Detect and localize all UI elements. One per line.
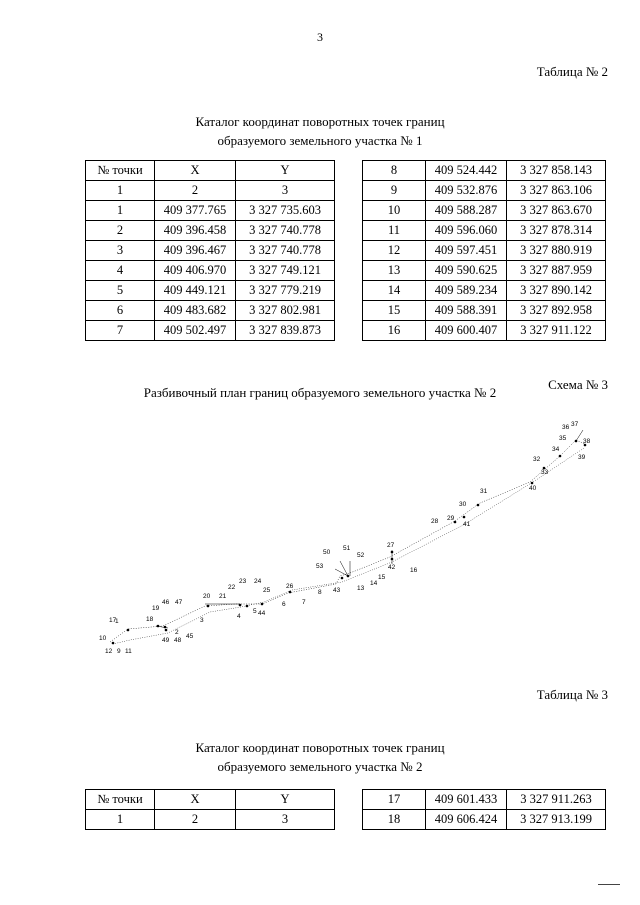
table-cell: 409 396.467 bbox=[155, 241, 236, 261]
table-cell: 3 327 749.121 bbox=[236, 261, 335, 281]
table-2-title-line2: образуемого земельного участка № 1 bbox=[217, 133, 423, 148]
point-label-17: 17 bbox=[109, 617, 117, 624]
boundary-point-marker bbox=[391, 558, 394, 561]
point-label-37: 37 bbox=[571, 421, 579, 428]
table-index-row bbox=[86, 810, 335, 830]
boundary-point-marker bbox=[165, 629, 168, 632]
table-row bbox=[363, 181, 606, 201]
table-2-left bbox=[85, 160, 335, 341]
table-cell: 2 bbox=[155, 810, 236, 830]
table-2-label: Таблица № 2 bbox=[536, 64, 608, 79]
boundary-point-marker bbox=[391, 551, 394, 554]
table-cell: 3 327 863.670 bbox=[507, 201, 606, 221]
table-cell: 3 327 911.263 bbox=[507, 790, 606, 810]
point-label-43: 43 bbox=[333, 587, 341, 594]
table-cell: 3 bbox=[236, 181, 335, 201]
table-cell: 14 bbox=[363, 281, 426, 301]
table-cell: 3 327 880.919 bbox=[507, 241, 606, 261]
table-header-row bbox=[86, 790, 335, 810]
table-cell: 6 bbox=[86, 301, 155, 321]
point-label-22: 22 bbox=[228, 584, 236, 591]
table-row bbox=[363, 241, 606, 261]
table-cell: 409 396.458 bbox=[155, 221, 236, 241]
table-cell: 3 327 839.873 bbox=[236, 321, 335, 341]
table-3-left bbox=[85, 789, 335, 830]
point-label-16: 16 bbox=[410, 567, 418, 574]
table-row bbox=[86, 241, 335, 261]
table-cell: 3 327 913.199 bbox=[507, 810, 606, 830]
table-row bbox=[363, 790, 606, 810]
page-corner-mark bbox=[598, 884, 620, 885]
point-label-20: 20 bbox=[203, 593, 211, 600]
header-y: Y bbox=[236, 161, 335, 181]
page-number: 3 bbox=[317, 30, 323, 44]
table-cell: 409 524.442 bbox=[426, 161, 507, 181]
table-cell: 7 bbox=[86, 321, 155, 341]
table-3-right bbox=[362, 789, 606, 830]
header-y: Y bbox=[236, 790, 335, 810]
table-cell: 9 bbox=[363, 181, 426, 201]
point-label-51: 51 bbox=[343, 545, 351, 552]
point-label-4: 4 bbox=[237, 613, 241, 620]
point-label-2: 2 bbox=[175, 629, 179, 636]
table-cell: 17 bbox=[363, 790, 426, 810]
scheme-3-label: Схема № 3 bbox=[548, 377, 608, 392]
table-cell: 3 bbox=[236, 810, 335, 830]
point-label-39: 39 bbox=[578, 454, 586, 461]
boundary-point-marker bbox=[207, 605, 210, 608]
table-index-row bbox=[86, 181, 335, 201]
table-cell: 1 bbox=[86, 201, 155, 221]
table-cell: 409 590.625 bbox=[426, 261, 507, 281]
table-header-row bbox=[86, 161, 335, 181]
table-cell: 4 bbox=[86, 261, 155, 281]
point-label-32: 32 bbox=[533, 456, 541, 463]
point-label-18: 18 bbox=[146, 616, 154, 623]
table-row bbox=[363, 221, 606, 241]
point-label-6: 6 bbox=[282, 601, 286, 608]
table-cell: 3 327 858.143 bbox=[507, 161, 606, 181]
table-cell: 3 327 735.603 bbox=[236, 201, 335, 221]
boundary-point-marker bbox=[341, 577, 344, 580]
table-cell: 13 bbox=[363, 261, 426, 281]
table-cell: 409 600.407 bbox=[426, 321, 507, 341]
table-2-right bbox=[362, 160, 606, 341]
table-cell: 1 bbox=[86, 810, 155, 830]
point-label-44: 44 bbox=[258, 610, 266, 617]
table-3-label: Таблица № 3 bbox=[536, 687, 608, 702]
header-point-number: № точки bbox=[86, 161, 155, 181]
table-3-title bbox=[0, 738, 640, 776]
table-cell: 18 bbox=[363, 810, 426, 830]
table-cell: 409 596.060 bbox=[426, 221, 507, 241]
table-cell: 11 bbox=[363, 221, 426, 241]
table-row bbox=[86, 201, 335, 221]
point-label-8: 8 bbox=[318, 589, 322, 596]
point-label-52: 52 bbox=[357, 552, 365, 559]
boundary-point-marker bbox=[261, 603, 264, 606]
point-label-26: 26 bbox=[286, 583, 294, 590]
point-label-19: 19 bbox=[152, 605, 160, 612]
table-2-title-line1: Каталог координат поворотных точек границ bbox=[195, 114, 445, 129]
boundary-point-marker bbox=[164, 626, 167, 629]
table-cell: 16 bbox=[363, 321, 426, 341]
point-label-47: 47 bbox=[175, 599, 183, 606]
boundary-point-marker bbox=[463, 516, 466, 519]
point-label-9: 9 bbox=[117, 648, 121, 655]
boundary-point-marker bbox=[559, 455, 562, 458]
point-label-33: 33 bbox=[541, 469, 549, 476]
table-cell: 3 327 892.958 bbox=[507, 301, 606, 321]
table-row bbox=[363, 810, 606, 830]
table-cell: 3 327 863.106 bbox=[507, 181, 606, 201]
table-cell: 12 bbox=[363, 241, 426, 261]
table-row bbox=[363, 281, 606, 301]
point-label-29: 29 bbox=[447, 515, 455, 522]
table-cell: 15 bbox=[363, 301, 426, 321]
point-label-50: 50 bbox=[323, 549, 331, 556]
point-label-10: 10 bbox=[99, 635, 107, 642]
point-label-28: 28 bbox=[431, 518, 439, 525]
boundary-point-marker bbox=[246, 605, 249, 608]
point-label-38: 38 bbox=[583, 438, 591, 445]
table-cell: 409 606.424 bbox=[426, 810, 507, 830]
point-label-49: 49 bbox=[162, 637, 170, 644]
point-label-24: 24 bbox=[254, 578, 262, 585]
point-label-46: 46 bbox=[162, 599, 170, 606]
point-label-35: 35 bbox=[559, 435, 567, 442]
point-label-7: 7 bbox=[302, 599, 306, 606]
table-cell: 409 588.391 bbox=[426, 301, 507, 321]
table-row bbox=[363, 321, 606, 341]
point-label-30: 30 bbox=[459, 501, 467, 508]
boundary-point-marker bbox=[112, 642, 115, 645]
table-cell: 1 bbox=[86, 181, 155, 201]
point-label-41: 41 bbox=[463, 521, 471, 528]
table-2-title bbox=[0, 112, 640, 150]
table-3-title-line1: Каталог координат поворотных точек границ bbox=[195, 740, 445, 755]
table-cell: 409 597.451 bbox=[426, 241, 507, 261]
table-row bbox=[86, 261, 335, 281]
point-label-14: 14 bbox=[370, 580, 378, 587]
table-cell: 409 601.433 bbox=[426, 790, 507, 810]
header-x: X bbox=[155, 161, 236, 181]
boundary-point-marker bbox=[157, 625, 160, 628]
table-cell: 3 327 911.122 bbox=[507, 321, 606, 341]
table-row bbox=[86, 281, 335, 301]
point-label-23: 23 bbox=[239, 578, 247, 585]
table-row bbox=[86, 221, 335, 241]
boundary-point-marker bbox=[531, 482, 534, 485]
table-row bbox=[86, 321, 335, 341]
boundary-point-marker bbox=[477, 504, 480, 507]
table-cell: 3 327 740.778 bbox=[236, 221, 335, 241]
point-label-15: 15 bbox=[378, 574, 386, 581]
boundary-point-marker bbox=[289, 591, 292, 594]
table-row bbox=[363, 201, 606, 221]
table-cell: 5 bbox=[86, 281, 155, 301]
table-cell: 8 bbox=[363, 161, 426, 181]
table-cell: 409 589.234 bbox=[426, 281, 507, 301]
table-cell: 3 bbox=[86, 241, 155, 261]
table-cell: 3 327 878.314 bbox=[507, 221, 606, 241]
point-label-53: 53 bbox=[316, 563, 324, 570]
table-row bbox=[363, 161, 606, 181]
table-cell: 3 327 802.981 bbox=[236, 301, 335, 321]
table-row bbox=[86, 301, 335, 321]
point-label-12: 12 bbox=[105, 648, 113, 655]
header-x: X bbox=[155, 790, 236, 810]
point-label-21: 21 bbox=[219, 593, 227, 600]
point-label-1: 1 bbox=[115, 618, 119, 625]
point-label-13: 13 bbox=[357, 585, 365, 592]
point-label-25: 25 bbox=[263, 587, 271, 594]
point-label-27: 27 bbox=[387, 542, 395, 549]
table-cell: 409 406.970 bbox=[155, 261, 236, 281]
point-label-45: 45 bbox=[186, 633, 194, 640]
point-label-11: 11 bbox=[125, 648, 132, 655]
point-label-34: 34 bbox=[552, 446, 560, 453]
table-cell: 2 bbox=[155, 181, 236, 201]
scheme-3-title: Разбивочный план границ образуемого земельного участка № 2 bbox=[143, 385, 497, 400]
table-cell: 10 bbox=[363, 201, 426, 221]
table-cell: 3 327 887.959 bbox=[507, 261, 606, 281]
table-cell: 3 327 779.219 bbox=[236, 281, 335, 301]
point-label-31: 31 bbox=[480, 488, 488, 495]
table-cell: 3 327 740.778 bbox=[236, 241, 335, 261]
table-cell: 409 377.765 bbox=[155, 201, 236, 221]
table-cell: 409 502.497 bbox=[155, 321, 236, 341]
point-label-40: 40 bbox=[529, 485, 537, 492]
table-row bbox=[363, 301, 606, 321]
layout-plan-diagram bbox=[0, 400, 640, 680]
point-label-42: 42 bbox=[388, 564, 396, 571]
table-cell: 2 bbox=[86, 221, 155, 241]
header-point-number: № точки bbox=[86, 790, 155, 810]
point-label-5: 5 bbox=[253, 608, 257, 615]
table-cell: 409 588.287 bbox=[426, 201, 507, 221]
boundary-point-marker bbox=[127, 629, 130, 632]
point-label-3: 3 bbox=[200, 617, 204, 624]
table-cell: 409 483.682 bbox=[155, 301, 236, 321]
point-label-36: 36 bbox=[562, 424, 570, 431]
boundary-point-marker bbox=[347, 575, 350, 578]
table-cell: 409 532.876 bbox=[426, 181, 507, 201]
boundary-point-marker bbox=[239, 604, 242, 607]
table-row bbox=[363, 261, 606, 281]
boundary-point-marker bbox=[575, 440, 578, 443]
table-3-title-line2: образуемого земельного участка № 2 bbox=[217, 759, 423, 774]
table-cell: 409 449.121 bbox=[155, 281, 236, 301]
table-cell: 3 327 890.142 bbox=[507, 281, 606, 301]
point-label-48: 48 bbox=[174, 637, 182, 644]
